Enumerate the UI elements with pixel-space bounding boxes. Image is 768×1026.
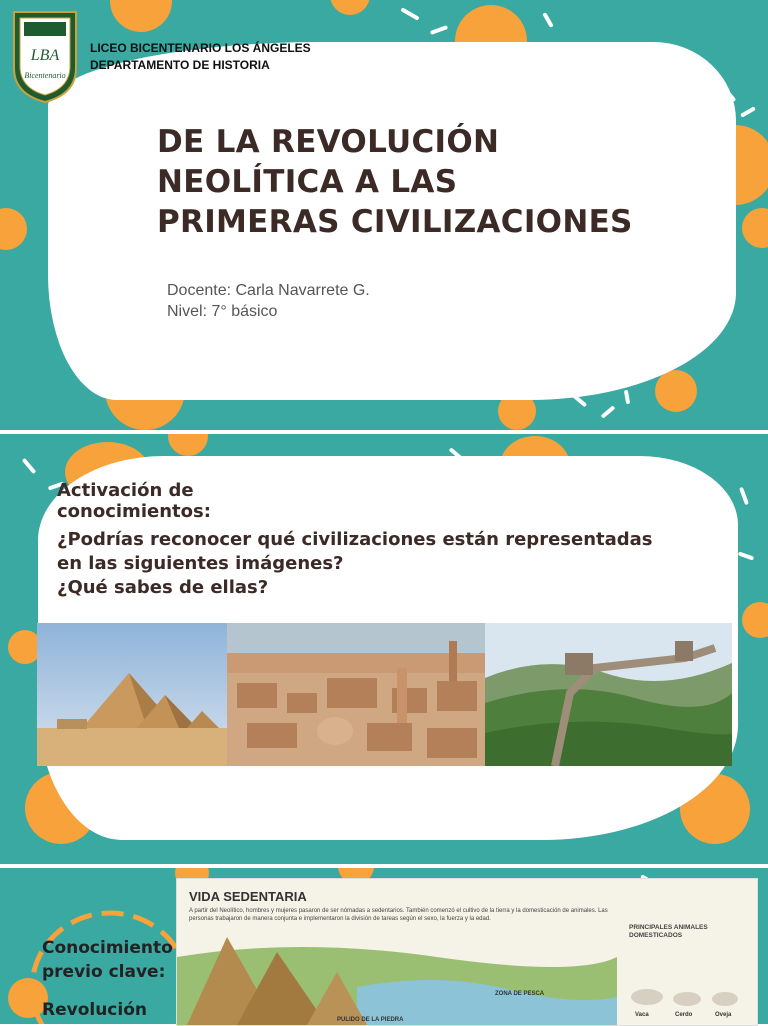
department-name: DEPARTAMENTO DE HISTORIA [90,58,270,72]
decor-dash [601,405,616,418]
question-line: en las siguientes imágenes? [57,553,344,574]
course-level: Nivel: 7° básico [167,303,278,320]
decor-dot [330,0,370,15]
decor-dash [738,551,754,560]
animal-label: Cerdo [675,1012,693,1018]
school-logo [10,8,80,104]
decor-dash [624,390,630,404]
animal-label: Vaca [635,1012,649,1018]
decor-dash [400,7,419,20]
section-heading: Activación de conocimientos: [57,480,211,522]
previous-knowledge-label [42,936,182,1022]
svg-text:LBA: LBA [30,47,60,64]
decor-dot [655,370,697,412]
ancient-city-photo [227,623,485,766]
activation-question [57,528,697,600]
decor-dot [110,0,172,32]
animals-heading-line: DOMESTICADOS [629,932,683,939]
decor-dash [542,12,553,28]
label-line: Revolución [42,1000,147,1020]
title-line: DE LA REVOLUCIÓN [157,124,500,160]
slide-title [157,122,677,242]
label-line: Conocimiento [42,938,173,958]
question-line: ¿Qué sabes de ellas? [57,577,269,598]
decor-dash [430,25,448,35]
title-line: NEOLÍTICA A LAS [157,164,458,200]
title-slide [0,0,768,430]
teacher-name: Docente: Carla Navarrete G. [167,282,370,299]
decor-dot [168,434,208,456]
infographic-text: A partir del Neolítico, hombres y mujeres pasaron de ser nómadas a sedentarios. También comenzó el cultivo de la tierra y la domesticación de animales. Las personas trabajaron de manera conjunta e implementaron la división de tareas según el sexo, la fuerza y la edad. [189,908,608,922]
stone-polish-label: PULIDO DE LA PIEDRA [337,1017,404,1023]
great-wall-photo [485,623,732,766]
school-name: LICEO BICENTENARIO LOS ÁNGELES [90,41,311,55]
label-line: previo clave: [42,962,166,982]
svg-text:Bicentenario: Bicentenario [24,71,66,80]
animal-label: Oveja [715,1012,732,1018]
animals-heading-line: PRINCIPALES ANIMALES [629,924,708,931]
title-line: PRIMERAS CIVILIZACIONES [157,204,633,240]
pyramids-photo [37,623,227,766]
village-illustration [177,927,757,1025]
sedentary-life-infographic [176,878,758,1026]
infographic-title: VIDA SEDENTARIA [189,889,307,904]
decor-dash [22,458,37,474]
decor-dot [0,208,27,250]
decor-dot [742,208,768,248]
decor-dot [742,602,768,638]
slide-meta [167,280,370,322]
decor-dash [739,487,749,505]
decor-dash [740,106,756,117]
civilization-photos [37,623,732,766]
fishing-zone-label: ZONA DE PESCA [495,991,545,997]
school-header [90,40,311,74]
question-line: ¿Podrías reconocer qué civilizaciones están representadas [57,529,653,550]
